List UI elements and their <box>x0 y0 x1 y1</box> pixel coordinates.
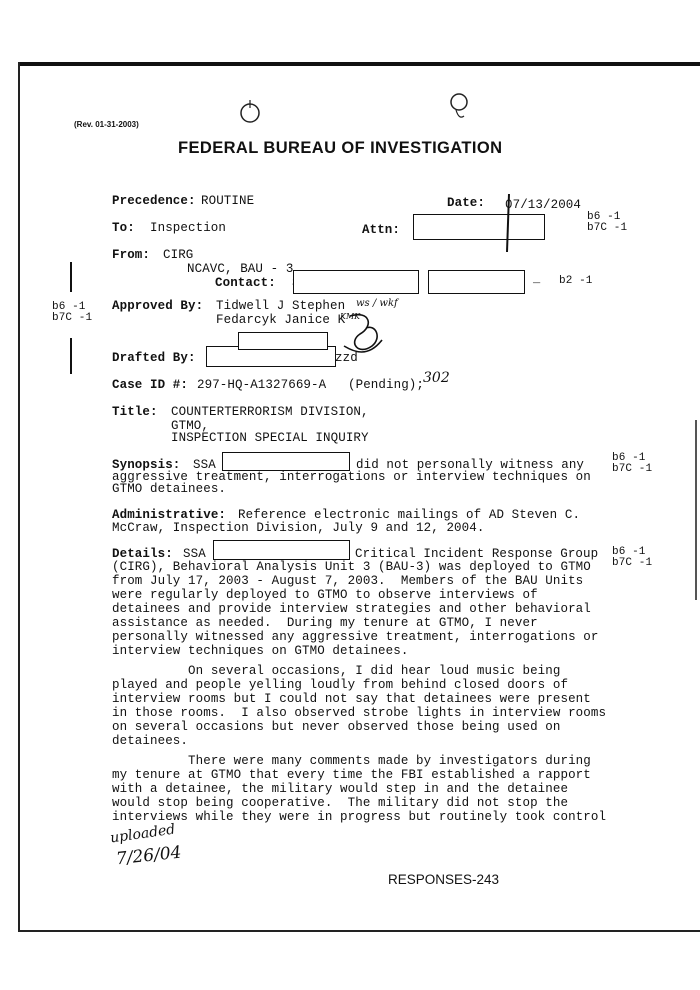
punch-hole-icon <box>238 98 266 128</box>
synopsis-label: Synopsis: <box>112 458 181 472</box>
case-status: (Pending); <box>348 378 425 392</box>
margin-bar <box>70 338 72 374</box>
details-line: were regularly deployed to GTMO to observe interviews of <box>112 588 538 602</box>
details-body <box>112 560 612 658</box>
from-label: From: <box>112 248 151 262</box>
page-right-border <box>695 420 697 600</box>
paragraph-line: detainees. <box>112 734 189 748</box>
attn-label: Attn: <box>362 223 401 237</box>
approved-name-2: Fedarcyk Janice K <box>216 313 346 327</box>
paragraph-line: interviews while they were in progress but routinely took control <box>112 810 607 824</box>
title-line-3: INSPECTION SPECIAL INQUIRY <box>171 431 369 445</box>
approved-label: Approved By: <box>112 299 204 313</box>
exemption-b6-left: b6 -1 <box>52 301 86 313</box>
title-label: Title: <box>112 405 158 419</box>
dash-mark: _ <box>533 272 541 286</box>
synopsis-line-3: GTMO detainees. <box>112 482 227 496</box>
redaction-box <box>238 332 328 350</box>
paragraph-line: in those rooms. I also observed strobe lights in interview rooms <box>112 706 607 720</box>
administrative-label: Administrative: <box>112 508 227 522</box>
paragraph-line: my tenure at GTMO that every time the FBI established a rapport <box>112 768 591 782</box>
handwritten-initials-2: KMK <box>340 312 361 321</box>
date-label: Date: <box>447 196 486 210</box>
details-line: personally witnessed any aggressive treatment, interrogations or <box>112 630 599 644</box>
paragraph-line: on several occasions but never observed those being used on <box>112 720 561 734</box>
date-correction-mark <box>495 192 525 262</box>
administrative-line-1: Reference electronic mailings of AD Steven C. <box>238 508 581 522</box>
paragraph-music <box>112 664 612 748</box>
page-top-border <box>18 62 700 66</box>
precedence-label: Precedence: <box>112 194 196 208</box>
redaction-box <box>213 540 350 560</box>
drafted-label: Drafted By: <box>112 351 196 365</box>
handwritten-upload: uploaded <box>109 821 177 847</box>
margin-bar <box>70 262 72 292</box>
paragraph-line: interview rooms but I could not say that detainees were present <box>112 692 591 706</box>
paragraph-line: would stop being cooperative. The military did not stop the <box>112 796 569 810</box>
precedence-value: ROUTINE <box>201 194 255 208</box>
paragraph-line: On several occasions, I did hear loud music being <box>112 664 561 678</box>
paragraph-line: There were many comments made by investigators during <box>112 754 591 768</box>
synopsis-line-1: did not personally witness any <box>356 458 585 472</box>
contact-label: Contact: <box>215 276 276 290</box>
exemption-b7c: b7C -1 <box>612 557 653 569</box>
details-lead: SSA <box>183 547 206 561</box>
form-revision: (Rev. 01-31-2003) <box>74 120 139 129</box>
case-serial-handwritten: 302 <box>423 370 450 386</box>
redaction-box <box>222 452 350 471</box>
date-value: 07/13/2004 <box>505 198 582 212</box>
synopsis-line-2: aggressive treatment, interrogations or interview techniques on <box>112 470 591 484</box>
exemption-b6: b6 -1 <box>612 546 646 558</box>
exemption-b2: b2 -1 <box>559 275 593 287</box>
punch-hole-icon <box>446 90 474 124</box>
exemption-b6: b6 -1 <box>587 211 621 223</box>
page-left-border <box>18 62 20 932</box>
details-line-1: Critical Incident Response Group <box>355 547 599 561</box>
redaction-box <box>293 270 419 294</box>
to-label: To: <box>112 221 135 235</box>
handwritten-upload-date: 7/26/04 <box>115 842 183 870</box>
to-value: Inspection <box>150 221 227 235</box>
page-bottom-border <box>18 930 700 932</box>
paragraph-line: played and people yelling loudly from behind closed doors of <box>112 678 569 692</box>
details-line: assistance as needed. During my tenure at GTMO, I never <box>112 616 538 630</box>
title-line-1: COUNTERTERRORISM DIVISION, <box>171 405 369 419</box>
synopsis-lead: SSA <box>193 458 216 472</box>
details-label: Details: <box>112 547 173 561</box>
paragraph-line: with a detainee, the military would step in and the detainee <box>112 782 569 796</box>
details-line: from July 17, 2003 - August 7, 2003. Members of the BAU Units <box>112 574 584 588</box>
administrative-line-2: McCraw, Inspection Division, July 9 and 12, 2004. <box>112 521 485 535</box>
bates-number: RESPONSES-243 <box>388 872 500 887</box>
approved-name-1: Tidwell J Stephen <box>216 299 346 313</box>
from-value: CIRG <box>163 248 194 262</box>
details-line: detainees and provide interview strategies and other behavioral <box>112 602 591 616</box>
drafted-suffix: zzd <box>335 351 358 365</box>
exemption-b6: b6 -1 <box>612 452 646 464</box>
handwritten-initials: ws / wkf <box>356 298 398 309</box>
agency-title: FEDERAL BUREAU OF INVESTIGATION <box>178 139 503 157</box>
case-value: 297-HQ-A1327669-A <box>197 378 327 392</box>
details-line: (CIRG), Behavioral Analysis Unit 3 (BAU-3) was deployed to GTMO <box>112 560 591 574</box>
details-line: interview techniques on GTMO detainees. <box>112 644 409 658</box>
redaction-box <box>428 270 525 294</box>
paragraph-comments <box>112 754 612 824</box>
case-label: Case ID #: <box>112 378 189 392</box>
exemption-b7c: b7C -1 <box>587 222 628 234</box>
exemption-b7c: b7C -1 <box>612 463 653 475</box>
title-line-2: GTMO, <box>171 419 210 433</box>
exemption-b7c-left: b7C -1 <box>52 312 93 324</box>
redaction-box <box>413 214 545 240</box>
from-unit: NCAVC, BAU - 3 <box>187 262 294 276</box>
